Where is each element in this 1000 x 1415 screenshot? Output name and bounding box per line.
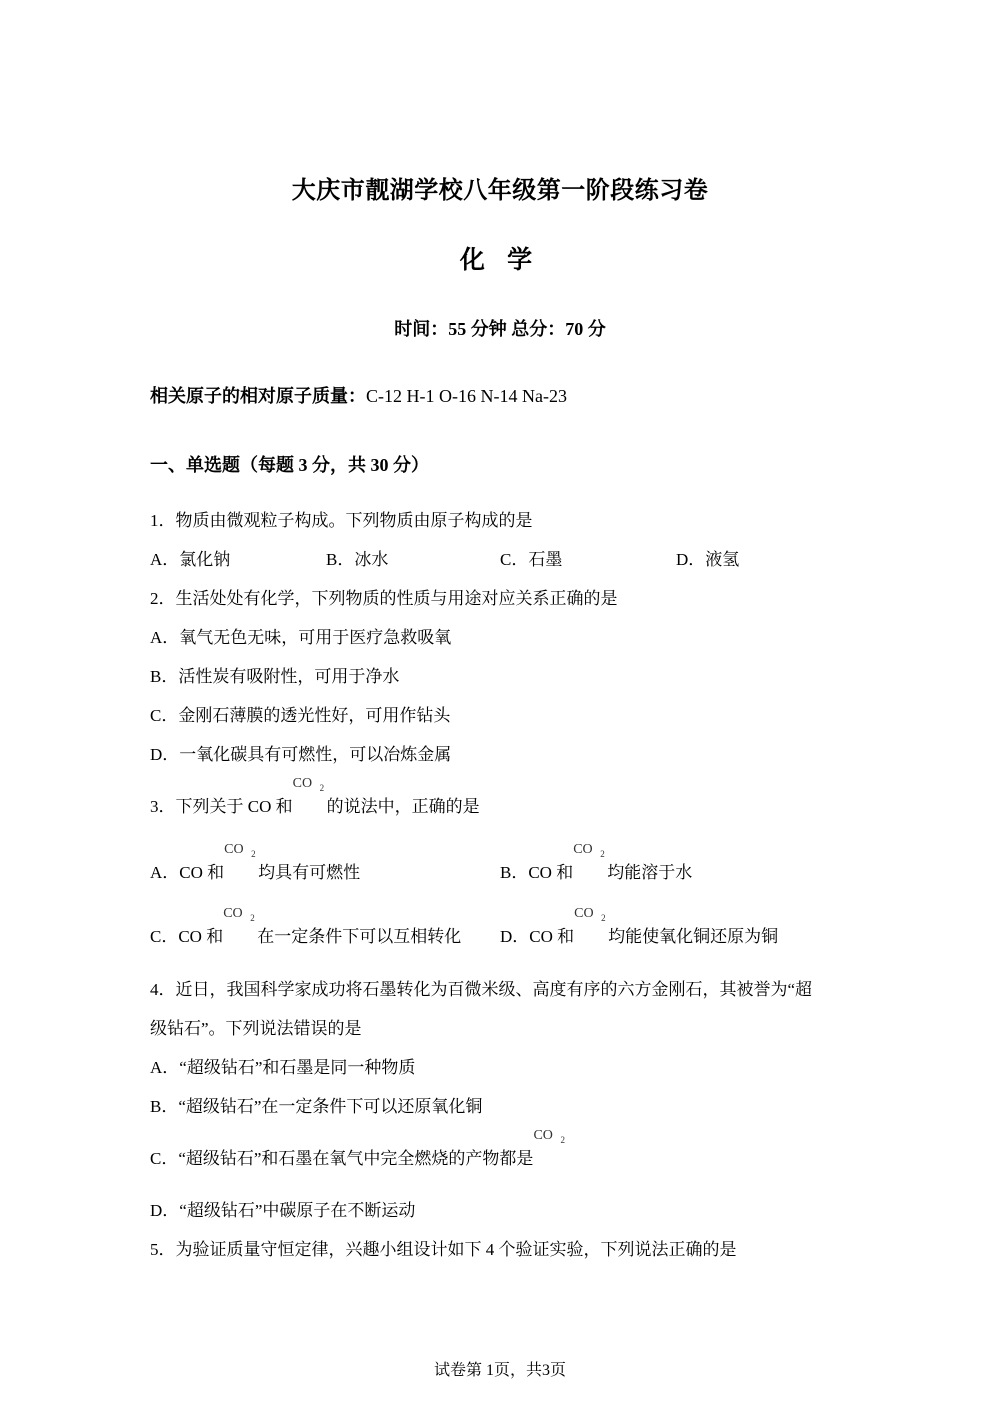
q3-a-pre: A．CO 和 (150, 863, 225, 882)
q3-c-pre: C．CO 和 (150, 927, 224, 946)
q3-c-post: 在一定条件下可以互相转化 (257, 927, 462, 946)
q3-option-d (500, 906, 779, 947)
time-info: 时间：55 分钟 总分：70 分 (394, 319, 606, 339)
q1-option-c: C．石墨 (500, 550, 563, 569)
q1-option-a: A．氯化钠 (150, 550, 231, 569)
q4-option-a: A．“超级钻石”和石墨是同一种物质 (150, 1058, 416, 1077)
co2-formula (533, 1128, 567, 1164)
atomic-mass-values: C-12 H-1 O-16 N-14 Na-23 (366, 386, 567, 406)
q4-stem-line2: 级钻石”。下列说法错误的是 (150, 1019, 362, 1038)
q2-option-c: C．金刚石薄膜的透光性好，可用作钻头 (150, 706, 451, 725)
q1-option-b: B．冰水 (326, 550, 389, 569)
q3-a-post: 均具有可燃性 (258, 863, 361, 882)
subject-title: 化 学 (459, 247, 541, 274)
atomic-mass-line (150, 382, 567, 408)
q4-stem-line1: 4．近日，我国科学家成功将石墨转化为百微米级、高度有序的六方金刚石，其被誉为“超 (150, 980, 813, 999)
q3-stem-pre: 3．下列关于 CO 和 (150, 797, 293, 816)
co2-formula (224, 842, 258, 878)
formula-co: CO (224, 842, 244, 857)
q3-b-pre: B．CO 和 (500, 863, 574, 882)
formula-co: CO (533, 1128, 553, 1143)
exam-title: 大庆市靓湖学校八年级第一阶段练习卷 (291, 178, 709, 204)
q3-stem-post: 的说法中，正确的是 (326, 797, 480, 816)
q4-option-d: D．“超级钻石”中碳原子在不断运动 (150, 1201, 416, 1220)
q1-stem: 1．物质由微观粒子构成。下列物质由原子构成的是 (150, 511, 533, 530)
formula-subscript: 2 (600, 849, 605, 859)
q3-stem (150, 776, 480, 817)
formula-co: CO (574, 906, 594, 921)
q2-option-a: A．氧气无色无味，可用于医疗急救吸氧 (150, 628, 452, 647)
q2-option-b: B．活性炭有吸附性，可用于净水 (150, 667, 400, 686)
formula-co: CO (223, 906, 243, 921)
q2-stem: 2．生活处处有化学，下列物质的性质与用途对应关系正确的是 (150, 589, 618, 608)
co2-formula (573, 842, 607, 878)
co2-formula (292, 776, 327, 812)
atomic-mass-label: 相关原子的相对原子质量： (150, 386, 366, 406)
formula-co: CO (292, 776, 313, 791)
q1-option-d: D．液氢 (676, 550, 740, 569)
q3-option-c (150, 906, 462, 947)
co2-formula (223, 906, 257, 942)
q3-option-a (150, 842, 361, 883)
formula-co: CO (573, 842, 593, 857)
formula-subscript: 2 (319, 783, 325, 793)
formula-subscript: 2 (601, 913, 606, 923)
formula-subscript: 2 (250, 913, 255, 923)
page-footer: 试卷第 1页，共3页 (433, 1362, 566, 1379)
co2-formula (574, 906, 608, 942)
q4-c-text: C．“超级钻石”和石墨在氧气中完全燃烧的产物都是 (150, 1149, 534, 1168)
section-heading: 一、单选题（每题 3 分，共 30 分） (150, 455, 429, 475)
q3-d-post: 均能使氧化铜还原为铜 (608, 927, 779, 946)
formula-subscript: 2 (560, 1135, 565, 1145)
q4-option-b: B．“超级钻石”在一定条件下可以还原氧化铜 (150, 1097, 483, 1116)
q4-option-c (150, 1128, 567, 1169)
q2-option-d: D．一氧化碳具有可燃性，可以冶炼金属 (150, 745, 452, 764)
q3-option-b (500, 842, 693, 883)
q3-d-pre: D．CO 和 (500, 927, 575, 946)
q3-b-post: 均能溶于水 (607, 863, 693, 882)
formula-subscript: 2 (251, 849, 256, 859)
q5-stem: 5．为验证质量守恒定律，兴趣小组设计如下 4 个验证实验，下列说法正确的是 (150, 1240, 737, 1259)
